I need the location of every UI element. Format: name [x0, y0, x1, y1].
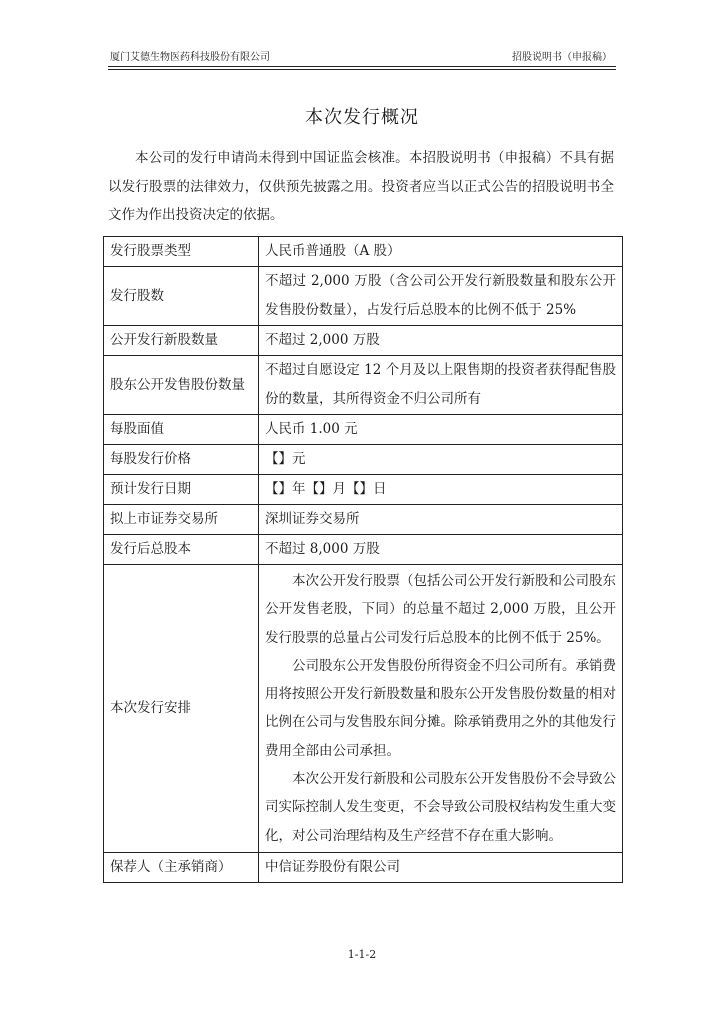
arrangement-paragraph: 公司股东公开发售股份所得资金不归公司所有。承销费用将按照公开发行新股数量和股东公开发售股份数量的相对比例在公司与发售股东间分摊。除承销费用之外的其他发行费用全部由公司承担。 [265, 657, 616, 759]
row-label: 本次发行安排 [104, 565, 259, 853]
row-value: 不超过 8,000 万股 [259, 535, 623, 565]
row-label: 股东公开发售股份数量 [104, 356, 259, 415]
row-label: 拟上市证券交易所 [104, 505, 259, 535]
row-value: 不超过 2,000 万股 [259, 326, 623, 356]
row-value: 不超过 2,000 万股（含公司公开发行新股数量和股东公开发售股份数量），占发行后总股本的比例不低于 25% [259, 267, 623, 326]
header-company-name: 厦门艾德生物医药科技股份有限公司 [110, 52, 270, 63]
table-row-sponsor [104, 852, 623, 882]
row-value: 不超过自愿设定 12 个月及以上限售期的投资者获得配售股份的数量，其所得资金不归公司所有 [259, 356, 623, 415]
arrangement-details [259, 565, 623, 853]
table-row [104, 475, 623, 505]
row-value: 【】年【】月【】日 [259, 475, 623, 505]
row-value: 人民币普通股（A 股） [259, 237, 623, 267]
intro-paragraph: 本公司的发行申请尚未得到中国证监会核准。本招股说明书（申报稿）不具有据以发行股票的法律效力，仅供预先披露之用。投资者应当以正式公告的招股说明书全文作为作出投资决定的依据。 [108, 150, 614, 223]
table-row [104, 415, 623, 445]
table-row [104, 237, 623, 267]
table-row-arrangement [104, 565, 623, 853]
row-label: 每股面值 [104, 415, 259, 445]
row-value: 中信证券股份有限公司 [259, 852, 623, 882]
table-row [104, 326, 623, 356]
row-label: 每股发行价格 [104, 445, 259, 475]
header-rule-thin [108, 69, 616, 70]
page-number: 1-1-2 [347, 948, 377, 961]
page-header [108, 50, 616, 66]
table-row [104, 535, 623, 565]
table-row [104, 445, 623, 475]
header-document-name: 招股说明书（申报稿） [512, 52, 612, 63]
table-row [104, 267, 623, 326]
row-label: 公开发行新股数量 [104, 326, 259, 356]
row-label: 保荐人（主承销商） [104, 852, 259, 882]
table-row [104, 505, 623, 535]
offering-summary-table [103, 236, 623, 883]
row-label: 发行股数 [104, 267, 259, 326]
table-row [104, 356, 623, 415]
arrangement-paragraph: 本次公开发行股票（包括公司公开发行新股和公司股东公开发售老股，下同）的总量不超过 2,000 万股，且公开发行股票的总量占公司发行后总股本的比例不低于 25%。 [265, 573, 616, 646]
row-value: 【】元 [259, 445, 623, 475]
page-title: 本次发行概况 [305, 107, 419, 128]
header-rule-thick [108, 66, 616, 67]
row-label: 预计发行日期 [104, 475, 259, 505]
row-value: 深圳证券交易所 [259, 505, 623, 535]
row-value: 人民币 1.00 元 [259, 415, 623, 445]
row-label: 发行后总股本 [104, 535, 259, 565]
row-label: 发行股票类型 [104, 237, 259, 267]
arrangement-paragraph: 本次公开发行新股和公司股东公开发售股份不会导致公司实际控制人发生变更，不会导致公司股权结构发生重大变化，对公司治理结构及生产经营不存在重大影响。 [265, 771, 616, 844]
